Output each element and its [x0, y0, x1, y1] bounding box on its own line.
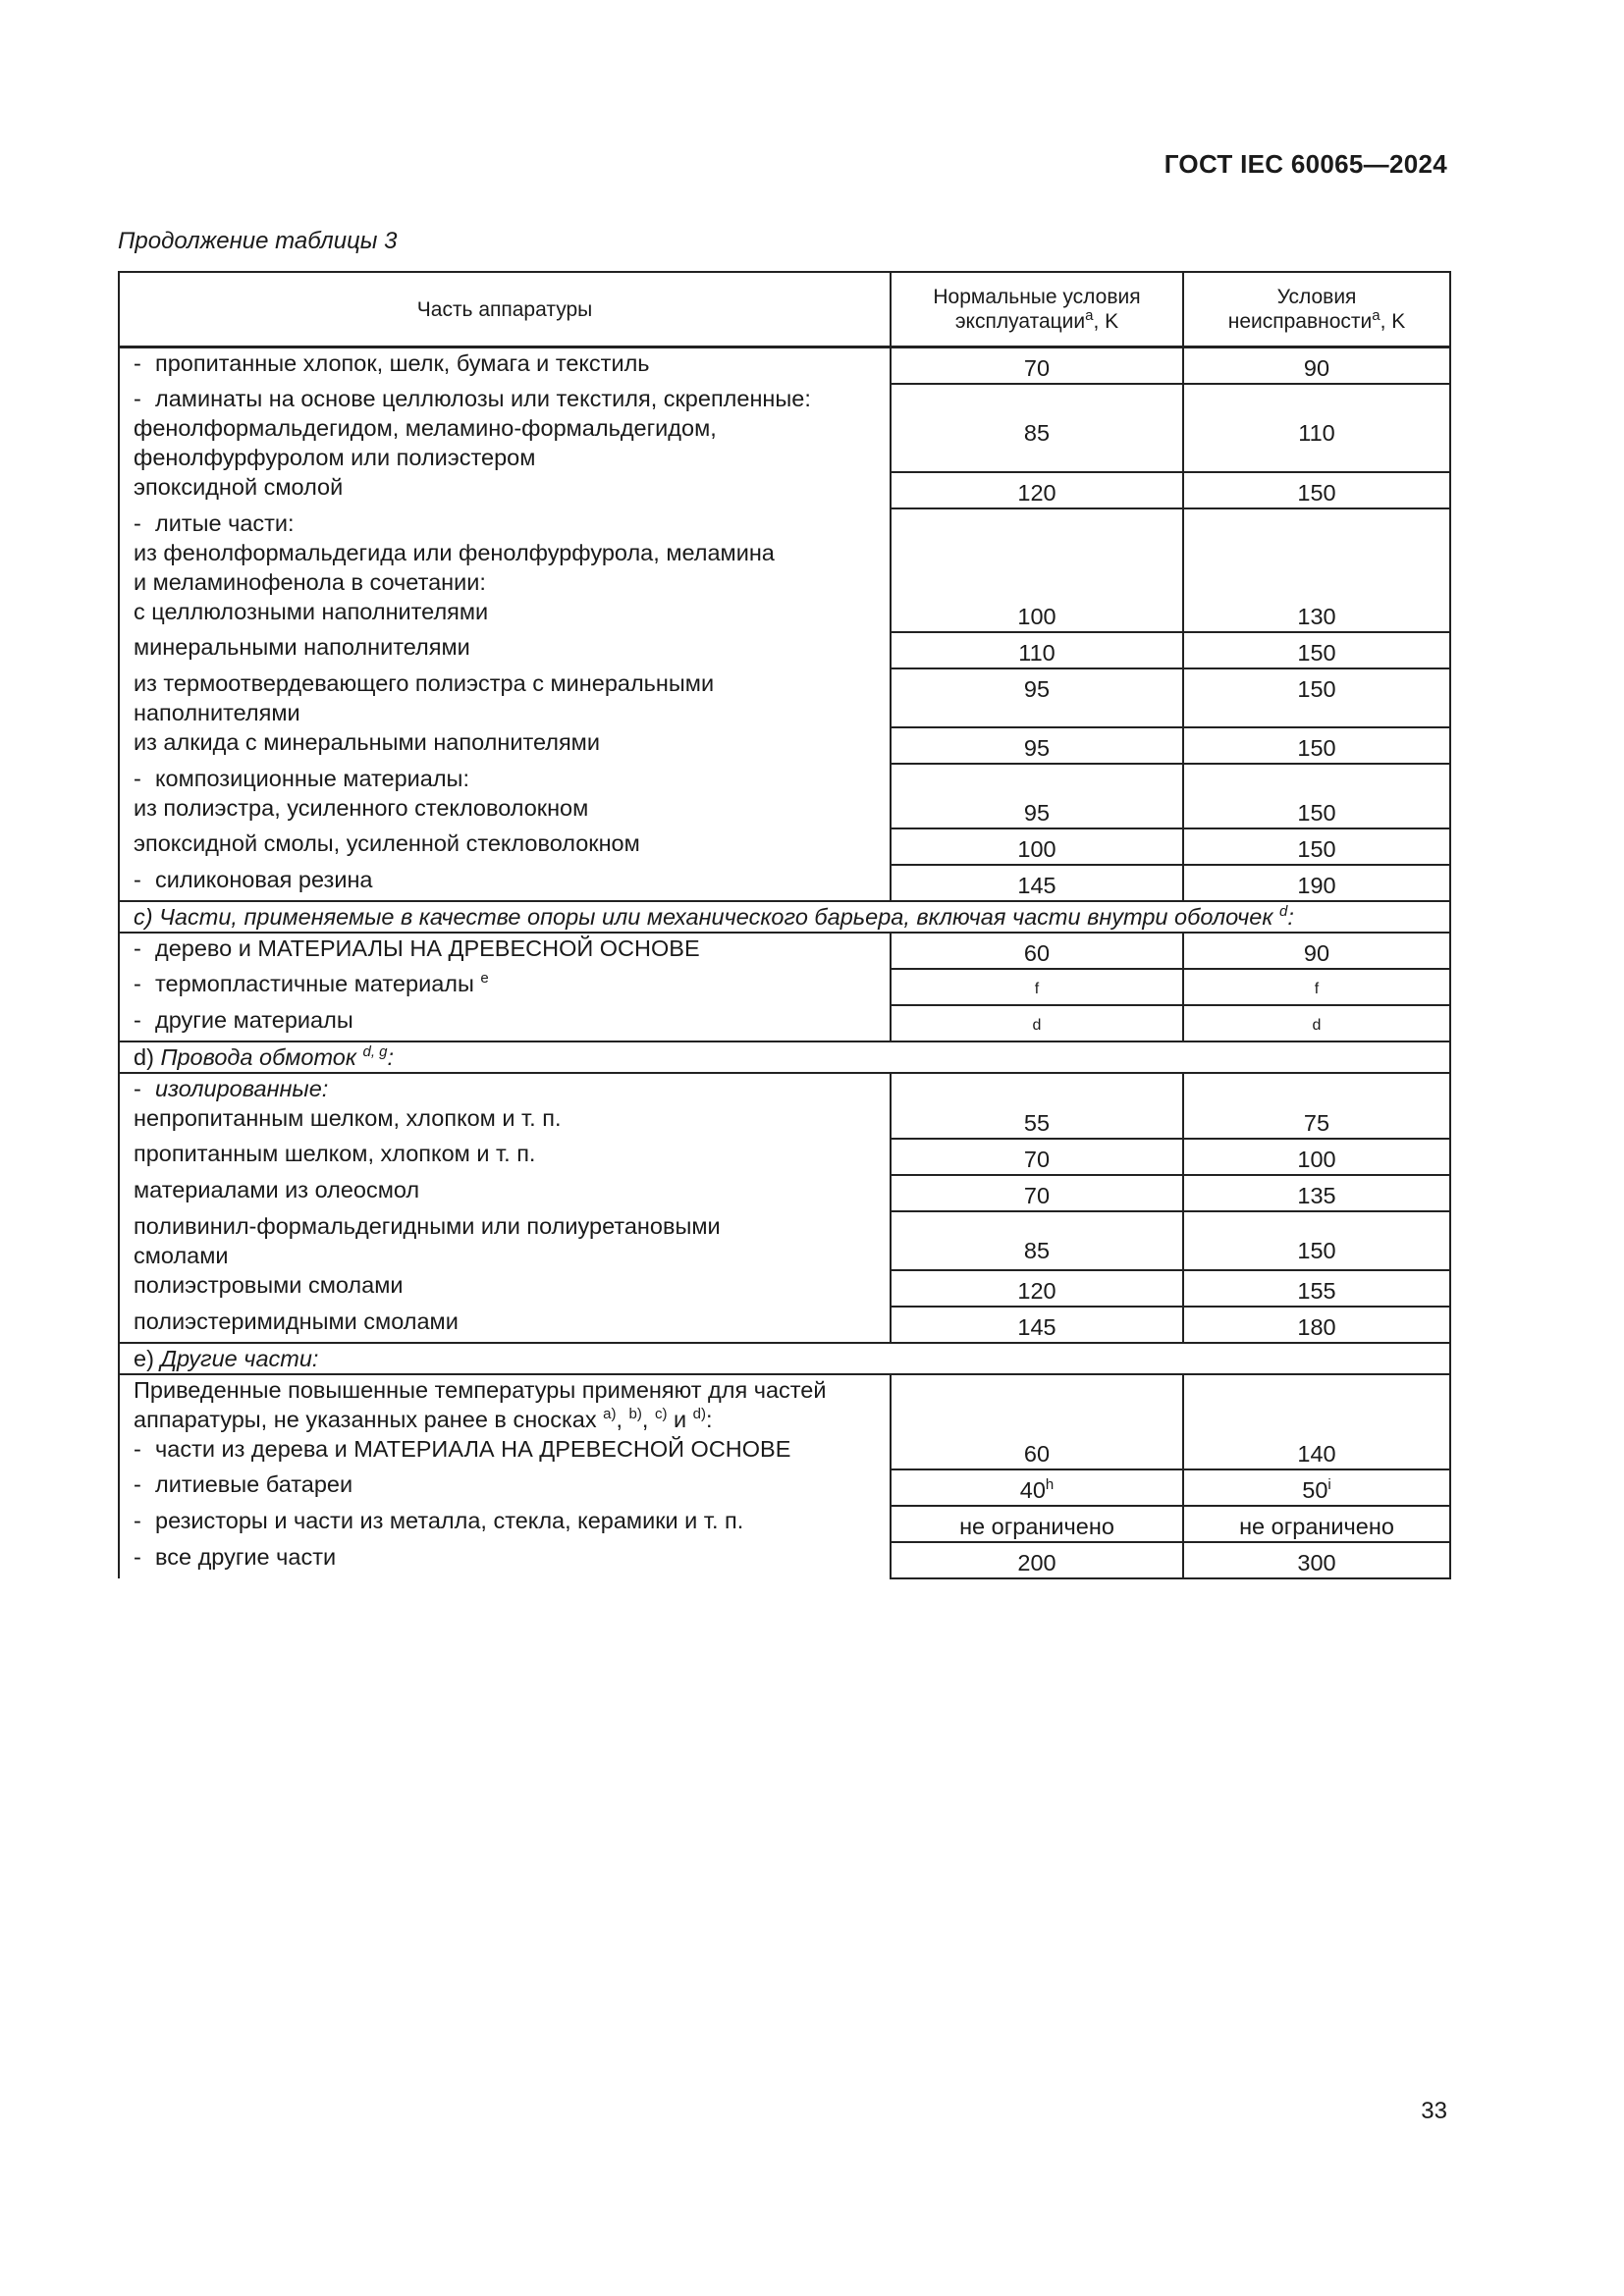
table-row — [119, 933, 1450, 969]
row-label: из полиэстра, усиленного стекловолокном — [119, 793, 891, 828]
document-header: ГОСТ IEC 60065—2024 — [1164, 149, 1447, 179]
normal-value: 55 — [891, 1103, 1183, 1139]
normal-value: 145 — [891, 865, 1183, 901]
normal-value: 70 — [891, 1175, 1183, 1211]
fault-value: 155 — [1183, 1270, 1450, 1307]
row-label: - ламинаты на основе целлюлозы или текстиля, скрепленные: — [119, 384, 891, 413]
section-row-c — [119, 901, 1450, 933]
table-caption: Продолжение таблицы 3 — [118, 228, 398, 254]
row-label: - дерево и МАТЕРИАЛЫ НА ДРЕВЕСНОЙ ОСНОВЕ — [119, 933, 891, 969]
normal-value: 120 — [891, 1270, 1183, 1307]
fault-value: 190 — [1183, 865, 1450, 901]
section-row-d — [119, 1041, 1450, 1073]
normal-value: 120 — [891, 472, 1183, 508]
fault-value: 150 — [1183, 828, 1450, 865]
row-label: из термоотвердевающего полиэстра с минеральными наполнителями — [119, 668, 891, 727]
row-label: - изолированные: — [119, 1073, 891, 1103]
fault-value: 150 — [1183, 472, 1450, 508]
table-row — [119, 632, 1450, 668]
fault-value: 130 — [1183, 597, 1450, 632]
normal-value: 200 — [891, 1542, 1183, 1578]
normal-value: 40$^h$ — [891, 1469, 1183, 1506]
table-row — [119, 347, 1450, 385]
temperature-table — [118, 271, 1451, 1579]
table-row — [119, 538, 1450, 597]
fault-value: d — [1183, 1005, 1450, 1041]
row-label: - силиконовая резина — [119, 865, 891, 901]
fault-value: 140 — [1183, 1434, 1450, 1469]
page-number: 33 — [1421, 2098, 1447, 2124]
fault-value: 150 — [1183, 632, 1450, 668]
fault-value: 75 — [1183, 1103, 1450, 1139]
fault-value: 90 — [1183, 933, 1450, 969]
section-heading: e) Другие части: — [119, 1343, 1450, 1374]
table-row — [119, 1434, 1450, 1469]
normal-value: 95 — [891, 668, 1183, 727]
fault-value: 150 — [1183, 668, 1450, 727]
row-label: - части из дерева и МАТЕРИАЛА НА ДРЕВЕСНОЙ ОСНОВЕ — [119, 1434, 891, 1469]
normal-value: 100 — [891, 597, 1183, 632]
row-label: - пропитанные хлопок, шелк, бумага и текстиль — [119, 347, 891, 385]
table-row — [119, 727, 1450, 764]
row-label: полиэстеримидными смолами — [119, 1307, 891, 1343]
fault-value: 150 — [1183, 793, 1450, 828]
table-row — [119, 1103, 1450, 1139]
fault-value: 150 — [1183, 727, 1450, 764]
normal-value: 70 — [891, 347, 1183, 385]
row-label: - композиционные материалы: — [119, 764, 891, 793]
normal-value: 60 — [891, 1434, 1183, 1469]
table-row — [119, 597, 1450, 632]
row-label: эпоксидной смолой — [119, 472, 891, 508]
section-row-e — [119, 1343, 1450, 1374]
fault-value: 110 — [1183, 413, 1450, 472]
normal-value: d — [891, 1005, 1183, 1041]
col-header-normal: Нормальные условия эксплуатации$^a$, K — [891, 272, 1183, 347]
fault-value: f — [1183, 969, 1450, 1005]
row-label: с целлюлозными наполнителями — [119, 597, 891, 632]
fault-value: 90 — [1183, 347, 1450, 385]
table-row — [119, 413, 1450, 472]
row-label: из фенолформальдегида или фенолфурфурола, меламина и меламинофенола в сочетании: — [119, 538, 891, 597]
normal-value: не ограничено — [891, 1506, 1183, 1542]
fault-value: 150 — [1183, 1211, 1450, 1270]
table-row — [119, 472, 1450, 508]
row-label: непропитанным шелком, хлопком и т. п. — [119, 1103, 891, 1139]
fault-value: 100 — [1183, 1139, 1450, 1175]
normal-value: 110 — [891, 632, 1183, 668]
table-row — [119, 1139, 1450, 1175]
table-row — [119, 1175, 1450, 1211]
row-label: - литые части: — [119, 508, 891, 538]
normal-value: 70 — [891, 1139, 1183, 1175]
table-row — [119, 1005, 1450, 1041]
col-header-fault: Условия неисправности$^a$, K — [1183, 272, 1450, 347]
normal-value: 85 — [891, 413, 1183, 472]
normal-value: 95 — [891, 793, 1183, 828]
row-label: из алкида с минеральными наполнителями — [119, 727, 891, 764]
row-label: полиэстровыми смолами — [119, 1270, 891, 1307]
row-label: минеральными наполнителями — [119, 632, 891, 668]
table-row — [119, 384, 1450, 413]
normal-value: 145 — [891, 1307, 1183, 1343]
table-row — [119, 1469, 1450, 1506]
row-label: - резисторы и части из металла, стекла, керамики и т. п. — [119, 1506, 891, 1542]
fault-value: 180 — [1183, 1307, 1450, 1343]
normal-value: 60 — [891, 933, 1183, 969]
row-label: пропитанным шелком, хлопком и т. п. — [119, 1139, 891, 1175]
fault-value: 300 — [1183, 1542, 1450, 1578]
table-row — [119, 1307, 1450, 1343]
fault-value: не ограничено — [1183, 1506, 1450, 1542]
table-row — [119, 764, 1450, 793]
normal-value: 100 — [891, 828, 1183, 865]
normal-value: 95 — [891, 727, 1183, 764]
table-row — [119, 828, 1450, 865]
table-row — [119, 1073, 1450, 1103]
table-row — [119, 1270, 1450, 1307]
section-heading: c) Части, применяемые в качестве опоры или механического барьера, включая части внутри оболочек $^d$: — [119, 901, 1450, 933]
table-row — [119, 1542, 1450, 1578]
table-row — [119, 865, 1450, 901]
table-row — [119, 793, 1450, 828]
table-row — [119, 1211, 1450, 1270]
row-label: материалами из олеосмол — [119, 1175, 891, 1211]
row-label: поливинил-формальдегидными или полиуретановыми смолами — [119, 1211, 891, 1270]
col-header-part: Часть аппаратуры — [119, 272, 891, 347]
normal-value: 85 — [891, 1211, 1183, 1270]
row-label: Приведенные повышенные температуры применяют для частей аппаратуры, не указанных ранее в сносках $^{a)}$, $^{b)}$, $^{c)}$ и $^{d)}$: — [119, 1374, 891, 1434]
row-label: - другие материалы — [119, 1005, 891, 1041]
table-row — [119, 668, 1450, 727]
table-row — [119, 508, 1450, 538]
row-label: - литиевые батареи — [119, 1469, 891, 1506]
fault-value: 50$^i$ — [1183, 1469, 1450, 1506]
fault-value: 135 — [1183, 1175, 1450, 1211]
row-label: фенолформальдегидом, меламино-формальдегидом, фенолфурфуролом или полиэстером — [119, 413, 891, 472]
table-row — [119, 1506, 1450, 1542]
table-row — [119, 969, 1450, 1005]
row-label: - термопластичные материалы $^e$ — [119, 969, 891, 1005]
table-row — [119, 1374, 1450, 1434]
row-label: эпоксидной смолы, усиленной стекловолокном — [119, 828, 891, 865]
section-heading: d) Провода обмоток $^{d, g}$: — [119, 1041, 1450, 1073]
row-label: - все другие части — [119, 1542, 891, 1578]
normal-value: f — [891, 969, 1183, 1005]
table-header-row — [119, 272, 1450, 347]
